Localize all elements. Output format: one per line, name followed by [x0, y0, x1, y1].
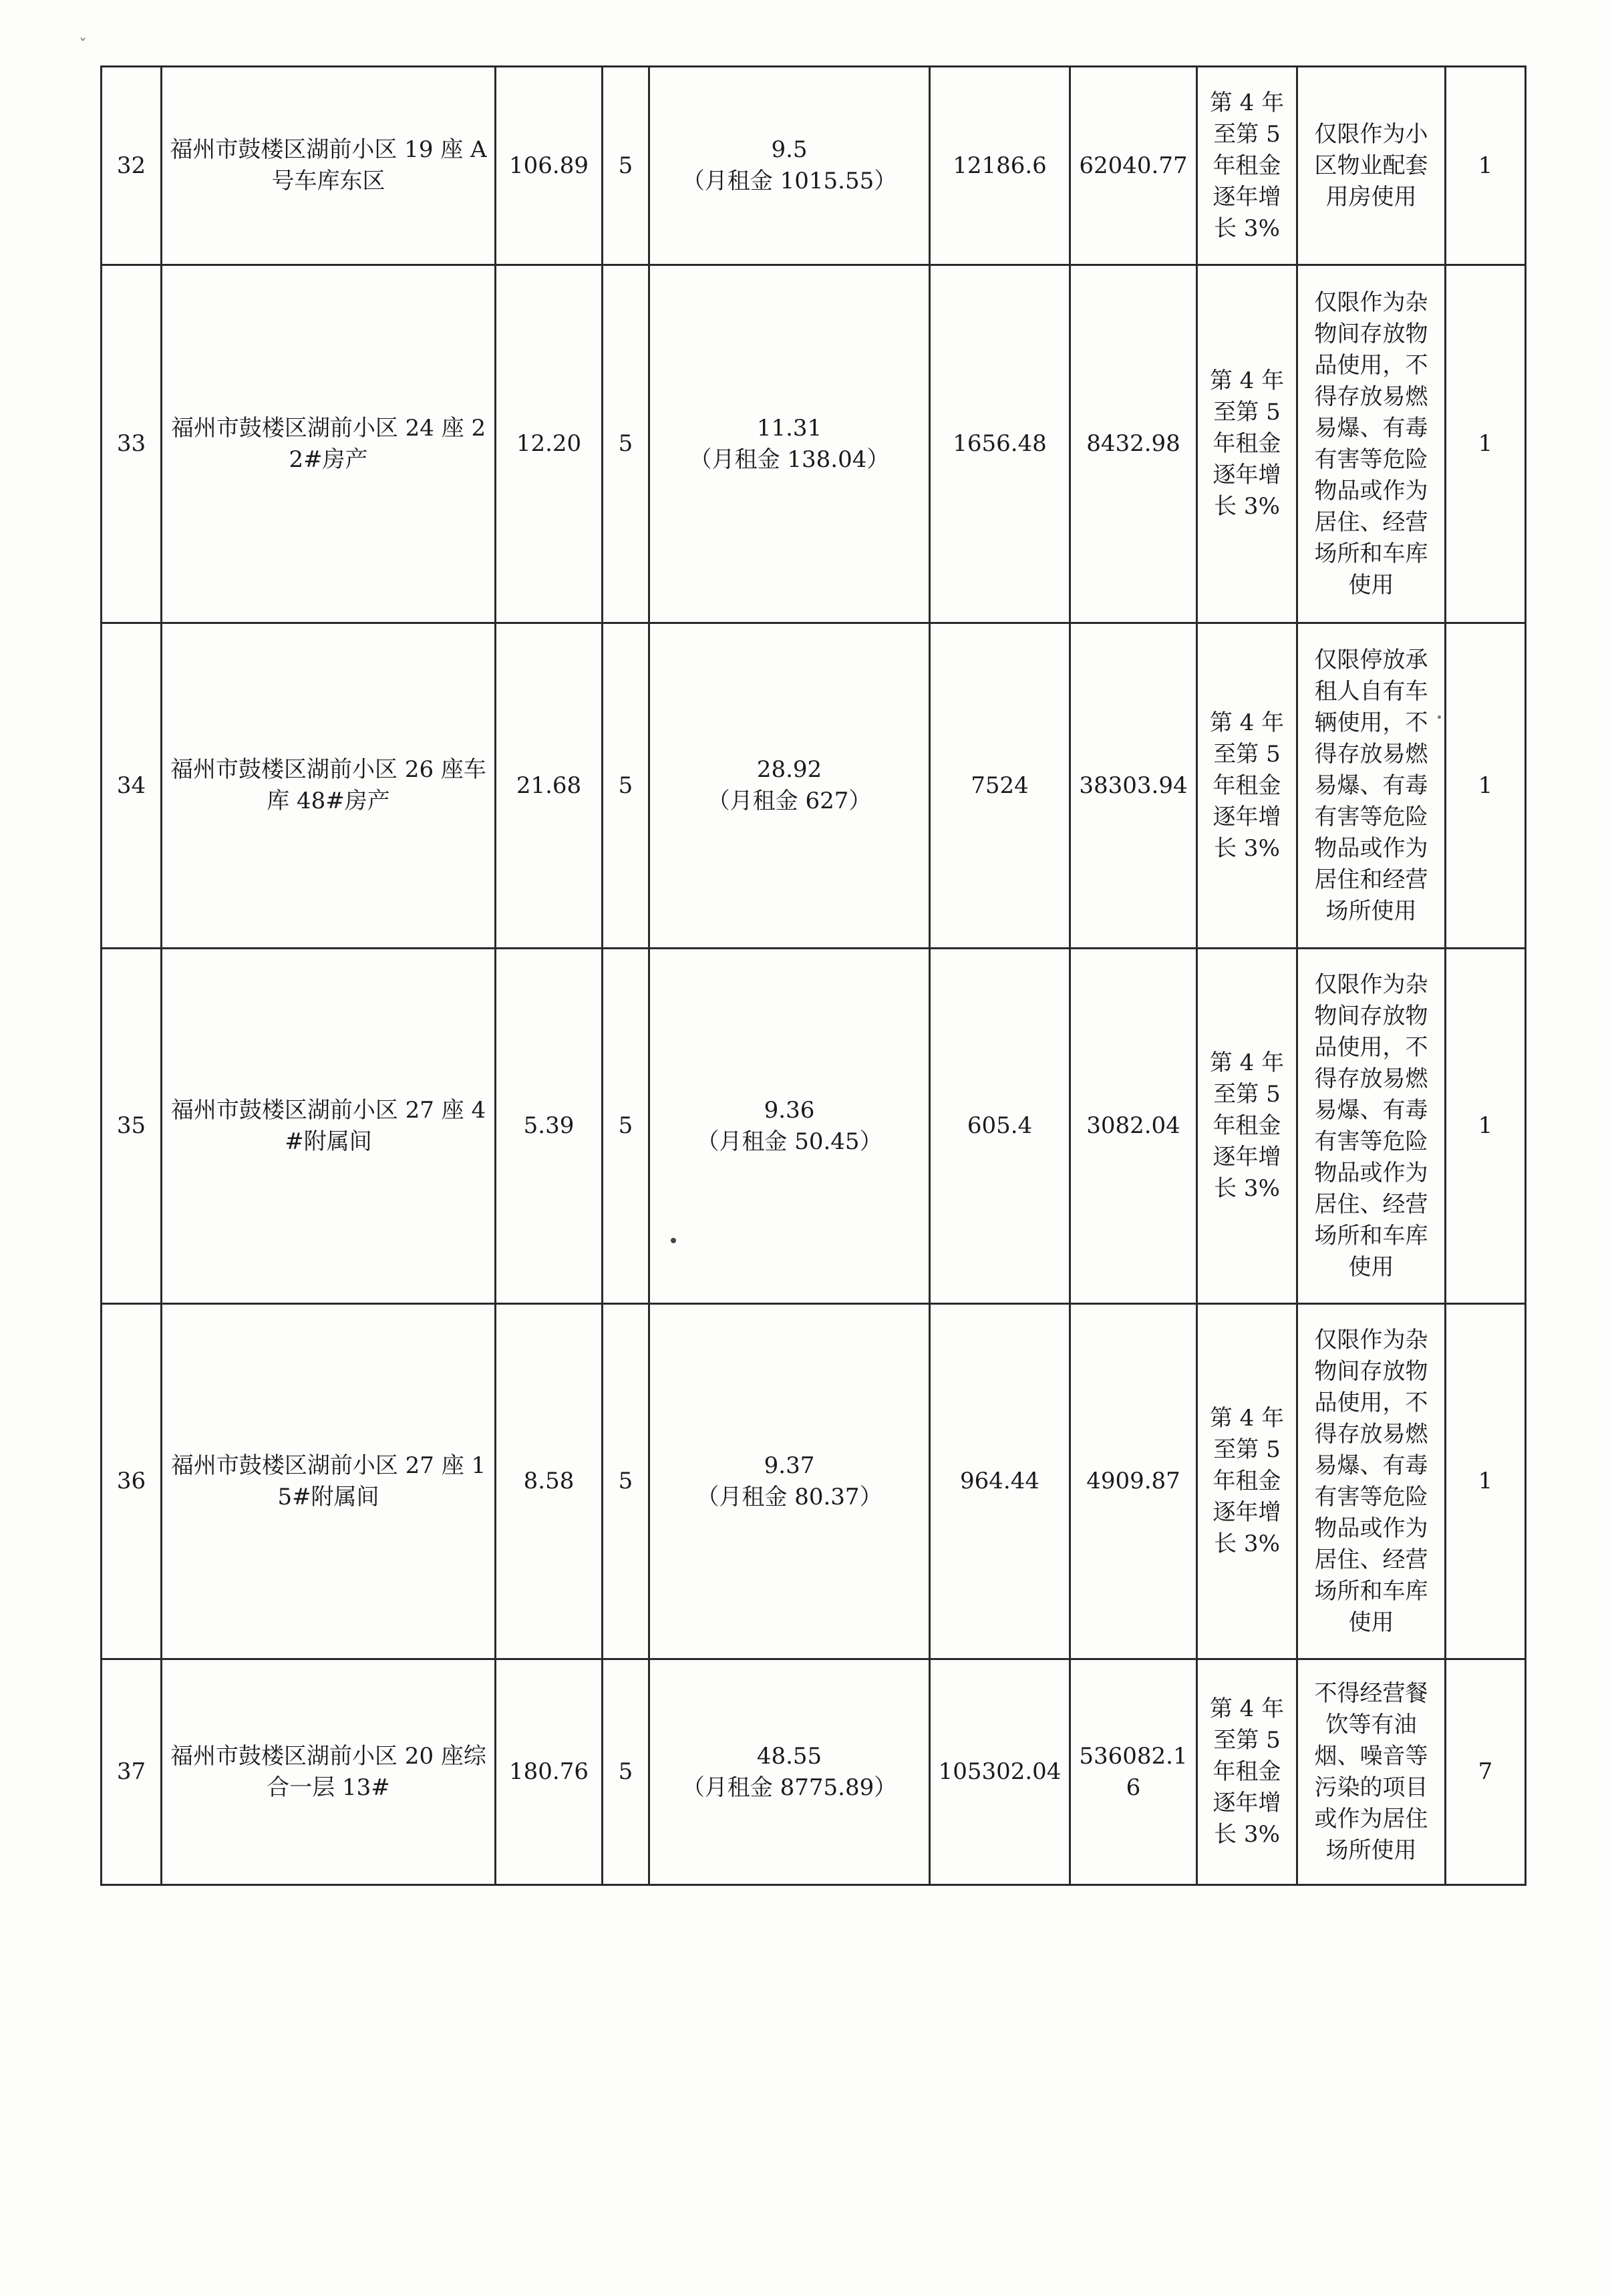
table-row	[102, 1304, 1526, 1659]
property-address: 福州市鼓楼区湖前小区 27 座 15#附属间	[162, 1304, 496, 1659]
monthly-rent: （月租金 1015.55）	[681, 168, 897, 194]
usage-restriction: 仅限停放承租人自有车辆使用，不得存放易燃易爆、有毒有害等危险物品或作为居住和经营场所使用	[1297, 623, 1446, 949]
total-rent: 3082.04	[1070, 949, 1197, 1304]
rent-increase-terms: 第 4 年至第 5 年租金逐年增长 3%	[1197, 265, 1297, 623]
first-year-rent: 1656.48	[930, 265, 1070, 623]
unit-price: 48.55	[756, 1742, 822, 1770]
total-rent: 38303.94	[1070, 623, 1197, 949]
property-address: 福州市鼓楼区湖前小区 27 座 4#附属间	[162, 949, 496, 1304]
first-year-rent: 12186.6	[930, 67, 1070, 265]
usage-restriction: 仅限作为小区物业配套用房使用	[1297, 67, 1446, 265]
monthly-rent: （月租金 138.04）	[689, 446, 890, 473]
property-address: 福州市鼓楼区湖前小区 26 座车库 48#房产	[162, 623, 496, 949]
row-number: 37	[102, 1659, 162, 1885]
unit-price: 9.37	[764, 1452, 815, 1479]
lease-years: 5	[603, 949, 649, 1304]
monthly-rent: （月租金 8775.89）	[681, 1774, 897, 1801]
table-row	[102, 1659, 1526, 1885]
unit-price-cell	[649, 623, 930, 949]
unit-count: 1	[1446, 1304, 1526, 1659]
row-number: 34	[102, 623, 162, 949]
first-year-rent: 105302.04	[930, 1659, 1070, 1885]
unit-count: 1	[1446, 623, 1526, 949]
first-year-rent: 605.4	[930, 949, 1070, 1304]
rent-increase-terms: 第 4 年至第 5 年租金逐年增长 3%	[1197, 1659, 1297, 1885]
monthly-rent: （月租金 80.37）	[696, 1483, 882, 1510]
unit-count: 1	[1446, 67, 1526, 265]
total-rent: 536082.16	[1070, 1659, 1197, 1885]
row-number: 36	[102, 1304, 162, 1659]
unit-price: 9.5	[771, 136, 808, 163]
usage-restriction: 仅限作为杂物间存放物品使用，不得存放易燃易爆、有毒有害等危险物品或作为居住、经营场所和车库使用	[1297, 949, 1446, 1304]
area-value: 5.39	[496, 949, 603, 1304]
rent-increase-terms: 第 4 年至第 5 年租金逐年增长 3%	[1197, 1304, 1297, 1659]
monthly-rent: （月租金 627）	[707, 788, 872, 814]
usage-restriction: 仅限作为杂物间存放物品使用，不得存放易燃易爆、有毒有害等危险物品或作为居住、经营场所和车库使用	[1297, 1304, 1446, 1659]
first-year-rent: 964.44	[930, 1304, 1070, 1659]
unit-count: 7	[1446, 1659, 1526, 1885]
area-value: 180.76	[496, 1659, 603, 1885]
property-address: 福州市鼓楼区湖前小区 20 座综合一层 13#	[162, 1659, 496, 1885]
lease-years: 5	[603, 67, 649, 265]
rent-increase-terms: 第 4 年至第 5 年租金逐年增长 3%	[1197, 949, 1297, 1304]
unit-price-cell	[649, 949, 930, 1304]
usage-restriction: 仅限作为杂物间存放物品使用，不得存放易燃易爆、有毒有害等危险物品或作为居住、经营场所和车库使用	[1297, 265, 1446, 623]
first-year-rent: 7524	[930, 623, 1070, 949]
rent-increase-terms: 第 4 年至第 5 年租金逐年增长 3%	[1197, 67, 1297, 265]
table-row	[102, 949, 1526, 1304]
unit-count: 1	[1446, 949, 1526, 1304]
unit-price: 11.31	[756, 414, 822, 442]
property-address: 福州市鼓楼区湖前小区 19 座 A 号车库东区	[162, 67, 496, 265]
table-row	[102, 265, 1526, 623]
table-row	[102, 623, 1526, 949]
unit-price-cell	[649, 67, 930, 265]
area-value: 8.58	[496, 1304, 603, 1659]
table-row	[102, 67, 1526, 265]
total-rent: 62040.77	[1070, 67, 1197, 265]
row-number: 35	[102, 949, 162, 1304]
total-rent: 8432.98	[1070, 265, 1197, 623]
unit-price: 9.36	[764, 1096, 815, 1124]
area-value: 12.20	[496, 265, 603, 623]
lease-years: 5	[603, 623, 649, 949]
property-address: 福州市鼓楼区湖前小区 24 座 22#房产	[162, 265, 496, 623]
rent-increase-terms: 第 4 年至第 5 年租金逐年增长 3%	[1197, 623, 1297, 949]
unit-price-cell	[649, 1659, 930, 1885]
unit-count: 1	[1446, 265, 1526, 623]
lease-years: 5	[603, 265, 649, 623]
scan-corner-mark: ˇ	[79, 36, 87, 55]
row-number: 32	[102, 67, 162, 265]
usage-restriction: 不得经营餐饮等有油烟、噪音等污染的项目或作为居住场所使用	[1297, 1659, 1446, 1885]
total-rent: 4909.87	[1070, 1304, 1197, 1659]
lease-years: 5	[603, 1304, 649, 1659]
lease-years: 5	[603, 1659, 649, 1885]
area-value: 21.68	[496, 623, 603, 949]
unit-price-cell	[649, 1304, 930, 1659]
row-number: 33	[102, 265, 162, 623]
monthly-rent: （月租金 50.45）	[696, 1128, 882, 1155]
rental-listing-table	[100, 65, 1526, 1886]
unit-price-cell	[649, 265, 930, 623]
area-value: 106.89	[496, 67, 603, 265]
unit-price: 28.92	[756, 756, 822, 783]
